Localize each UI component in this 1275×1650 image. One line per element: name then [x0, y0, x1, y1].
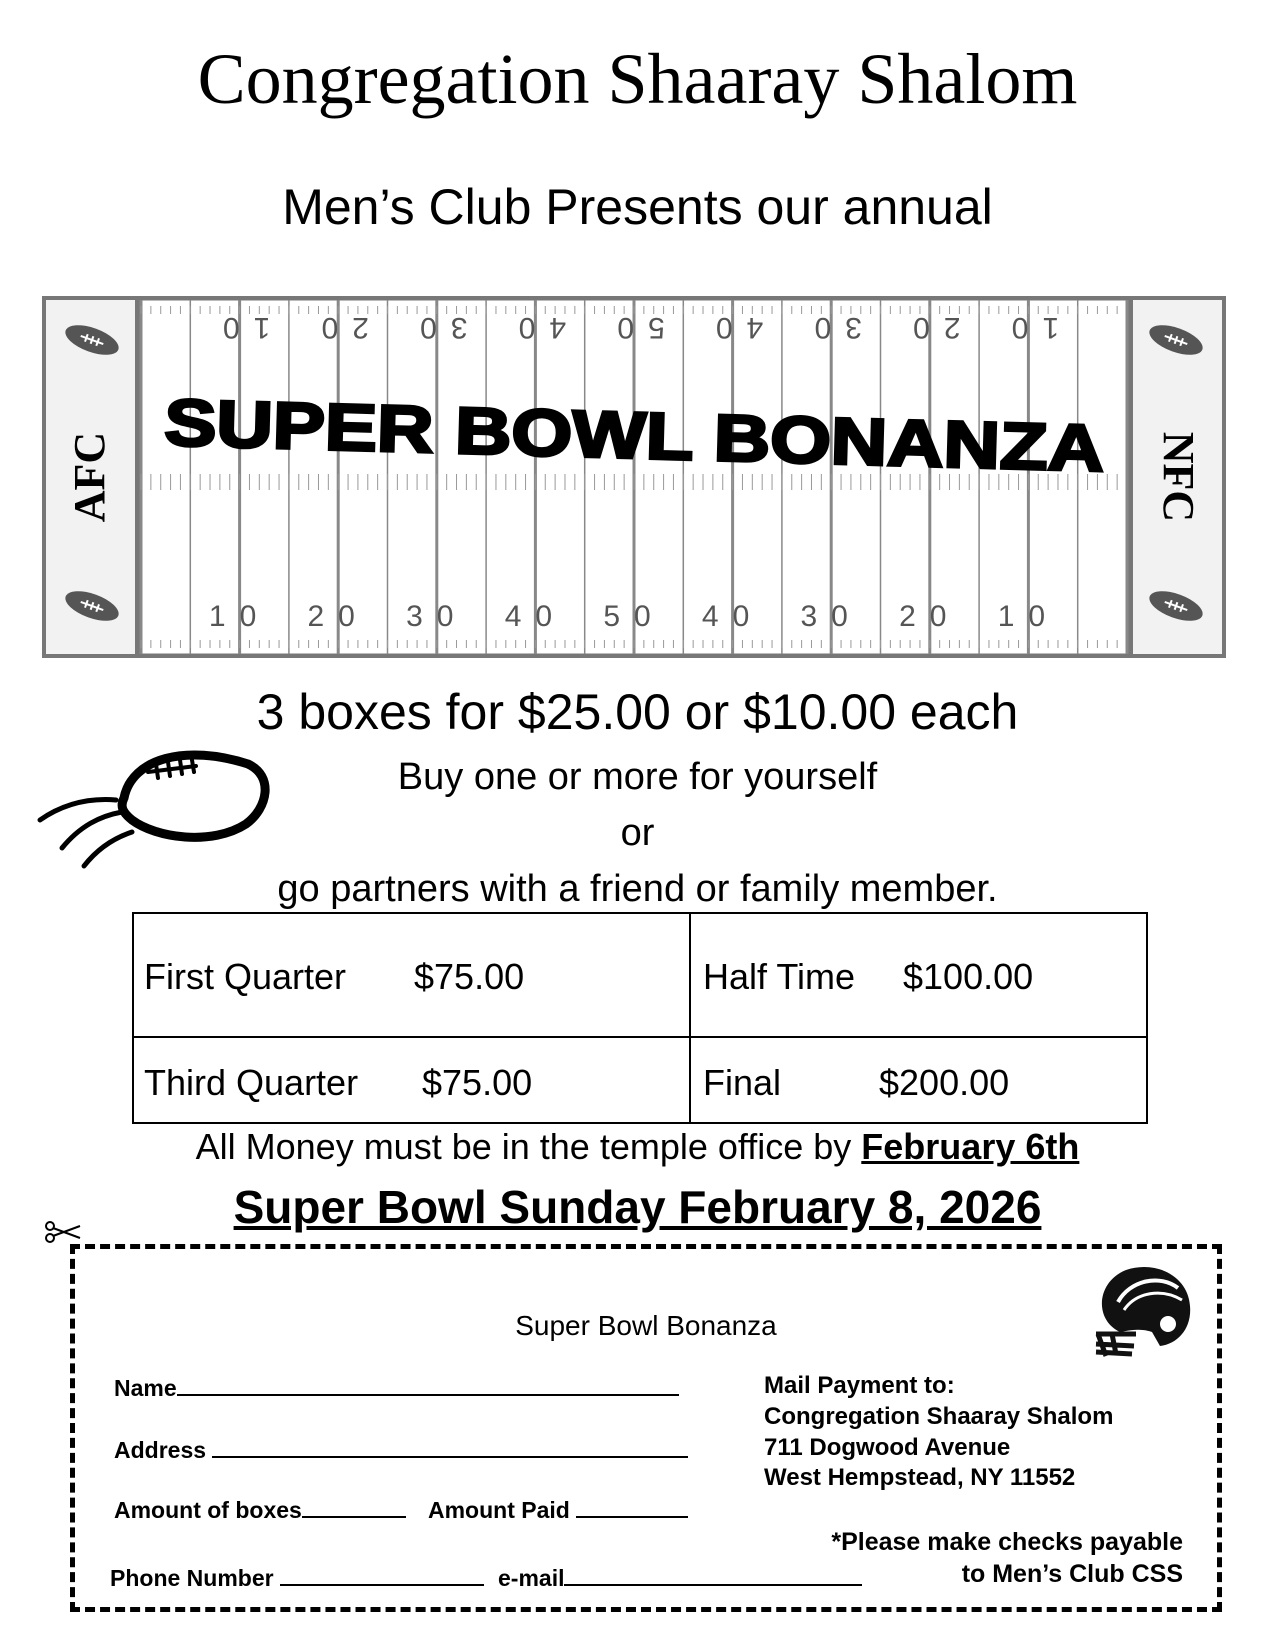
yard-number: 40: [504, 600, 567, 633]
name-field[interactable]: [114, 1372, 679, 1402]
name-label: Name: [114, 1375, 177, 1401]
coupon-title: Super Bowl Bonanza: [515, 1310, 777, 1341]
yard-number: 50: [603, 311, 665, 344]
pricing-text: 3 boxes for $25.00 or $10.00 each: [256, 684, 1019, 740]
prize-cell-final: [691, 1038, 1146, 1122]
mail-line-1: Congregation Shaaray Shalom: [764, 1403, 1114, 1430]
prize-label: First Quarter: [144, 956, 347, 997]
subtitle: Men’s Club Presents our annual: [282, 179, 993, 235]
address-label: Address: [114, 1437, 207, 1463]
banner-title: SUPER BOWL BONANZA: [163, 384, 960, 482]
payable-note-2: to Men’s Club CSS: [961, 1560, 1183, 1588]
email-field[interactable]: [498, 1562, 862, 1592]
prize-table: [132, 912, 1148, 1124]
prize-label: Final: [703, 1062, 782, 1103]
offer-line-1: Buy one or more for yourself: [397, 756, 878, 798]
deadline-text: All Money must be in the temple office by: [195, 1126, 862, 1167]
football-field-banner: [42, 296, 1226, 658]
prize-cell-third-quarter: [134, 1038, 691, 1122]
mail-heading: Mail Payment to:: [764, 1372, 955, 1399]
yard-number: 30: [406, 311, 468, 344]
prize-label: Third Quarter: [144, 1062, 359, 1103]
yard-number: 50: [603, 600, 665, 633]
endzone-label-afc: AFC: [65, 431, 114, 523]
mail-line-3: West Hempstead, NY 11552: [764, 1464, 1076, 1491]
payment-deadline: [0, 1126, 1275, 1168]
football-icon: [36, 742, 272, 872]
yard-number: 10: [997, 600, 1060, 633]
amount-paid-label: Amount Paid: [428, 1497, 570, 1523]
address-field[interactable]: [114, 1434, 688, 1464]
prize-amount: $200.00: [879, 1062, 1010, 1103]
deadline-date: February 6th: [861, 1126, 1080, 1167]
amount-paid-field[interactable]: [428, 1494, 688, 1524]
yard-number: 30: [800, 600, 862, 633]
yard-number: 30: [406, 600, 468, 633]
prize-cell-half-time: [691, 914, 1146, 1038]
name-blank[interactable]: [177, 1372, 679, 1396]
boxes-label: Amount of boxes: [114, 1497, 302, 1523]
boxes-field[interactable]: [114, 1494, 406, 1524]
endzone-label-nfc: NFC: [1154, 431, 1203, 523]
email-label: e-mail: [498, 1565, 565, 1591]
phone-field[interactable]: [110, 1562, 484, 1592]
address-blank[interactable]: [212, 1434, 688, 1458]
amount-paid-blank[interactable]: [576, 1494, 688, 1518]
yard-number: 10: [208, 600, 271, 633]
yard-number: 20: [899, 600, 961, 633]
mail-line-2: 711 Dogwood Avenue: [764, 1434, 1011, 1461]
boxes-blank[interactable]: [302, 1494, 406, 1518]
prize-amount: $100.00: [903, 956, 1034, 997]
offer-line-2: or: [620, 812, 655, 854]
yard-number: 40: [701, 311, 764, 344]
prize-cell-first-quarter: [134, 914, 691, 1038]
yard-number: 40: [504, 311, 567, 344]
prize-amount: $75.00: [422, 1062, 533, 1103]
game-date: Super Bowl Sunday February 8, 2026: [233, 1181, 1042, 1233]
yard-number: 40: [701, 600, 764, 633]
payable-note-1: *Please make checks payable: [831, 1528, 1183, 1556]
phone-label: Phone Number: [110, 1565, 274, 1591]
phone-blank[interactable]: [280, 1562, 484, 1586]
yard-number: 20: [307, 311, 369, 344]
yard-number: 30: [800, 311, 862, 344]
yard-number: 20: [307, 600, 369, 633]
yard-number: 20: [899, 311, 961, 344]
prize-label: Half Time: [703, 956, 856, 997]
prize-amount: $75.00: [414, 956, 525, 997]
email-blank[interactable]: [564, 1562, 862, 1586]
scissors-icon: [44, 1220, 82, 1244]
yard-number: 10: [997, 311, 1060, 344]
yard-number: 10: [208, 311, 271, 344]
organization-title: Congregation Shaaray Shalom: [197, 39, 1078, 119]
offer-line-3: go partners with a friend or family member.: [277, 868, 998, 910]
